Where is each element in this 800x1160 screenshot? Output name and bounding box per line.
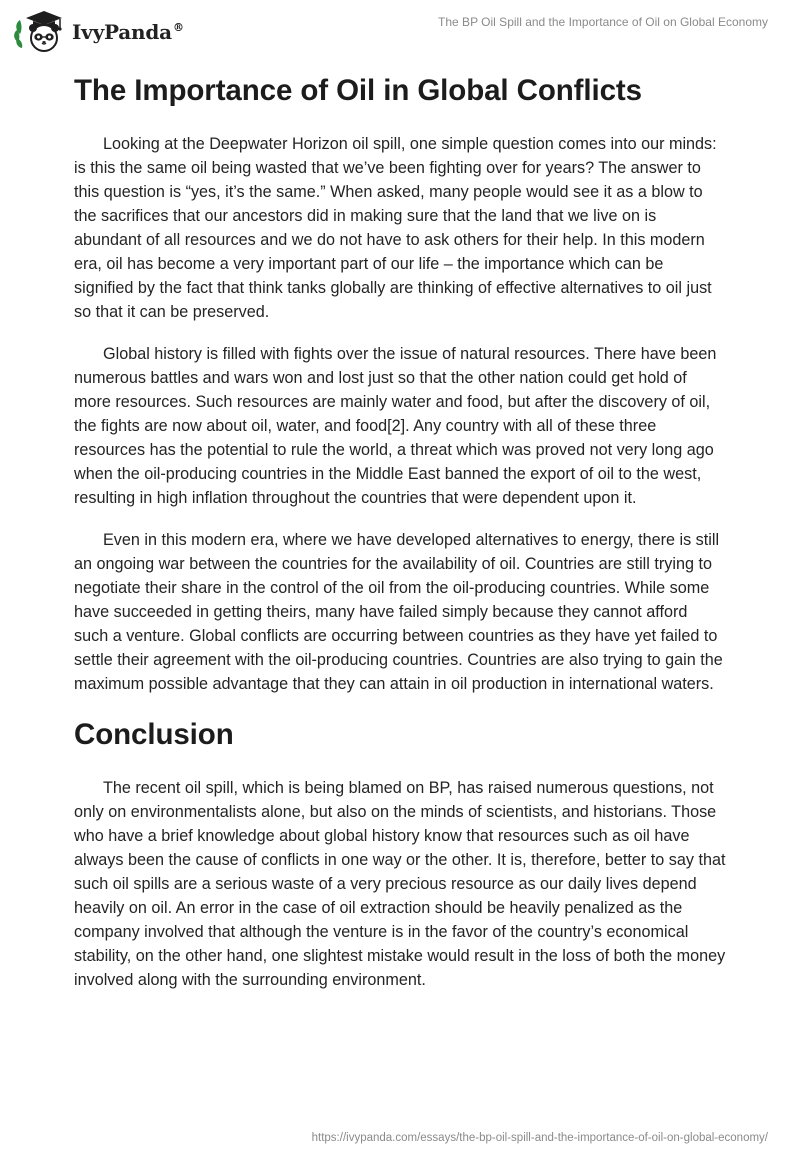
document-title: The BP Oil Spill and the Importance of Oil on Global Economy xyxy=(438,15,768,29)
section-oil-global-conflicts xyxy=(74,70,726,696)
brand-name: IvyPanda® xyxy=(72,20,184,44)
paragraph: The recent oil spill, which is being blamed on BP, has raised numerous questions, not only on environmentalists alone, but also on the minds of scientists, and historians. Those who have a brief knowledge about global history know that resources such as oil have always been the cause of conflicts in one way or the other. It is, therefore, better to say that such oil spills are a serious waste of a very precious resource as our daily lives depend heavily on oil. An error in the case of oil extraction should be heavily penalized as the company involved that although the venture is in the favor of the country’s economical stability, on the other hand, one slightest mistake would result in the loss of both the money involved along with the surrounding environment. xyxy=(74,779,726,989)
paragraph: Global history is filled with fights over the issue of natural resources. There have been numerous battles and wars won and lost just so that the other nation could get hold of more resources. Such resources are mainly water and food, but after the discovery of oil, the fights are now about oil, water, and food[2]. Any country with all of these three resources has the potential to rule the world, a threat which was proved not very long ago when the oil-producing countries in the Middle East banned the export of oil to the west, resulting in high inflation throughout the countries that were dependent upon it. xyxy=(74,345,717,507)
paragraph: Looking at the Deepwater Horizon oil spill, one simple question comes into our minds: is this the same oil being wasted that we’ve been fighting over for years? The answer to this question is “yes, it’s the same.” When asked, many people would see it as a blow to the sacrifices that our ancestors did in making sure that the land that we live on is abundant of all resources and we do not have to ask others for their help. In this modern era, oil has become a very important part of our life – the importance which can be signified by the fact that think tanks globally are thinking of effective alternatives to oil just so that it can be preserved. xyxy=(74,135,717,321)
page-header xyxy=(0,0,800,60)
paragraph: Even in this modern era, where we have developed alternatives to energy, there is still an ongoing war between the countries for the availability of oil. Countries are still trying to negotiate their share in the control of the oil from the oil-producing countries. While some have succeeded in getting theirs, many have failed simply because they cannot afford such a venture. Global conflicts are occurring between countries as they have yet failed to settle their agreement with the oil-producing countries. Countries are also trying to gain the maximum possible advantage that they can attain in oil production in international waters. xyxy=(74,531,723,693)
section-heading: The Importance of Oil in Global Conflicts xyxy=(74,74,642,107)
section-conclusion xyxy=(74,714,726,992)
panda-graduate-icon xyxy=(14,8,66,54)
section-heading: Conclusion xyxy=(74,718,234,751)
ivypanda-logo[interactable] xyxy=(14,8,184,54)
essay-content xyxy=(74,70,726,1010)
source-url[interactable]: https://ivypanda.com/essays/the-bp-oil-spill-and-the-importance-of-oil-on-global-economy/ xyxy=(311,1132,768,1144)
registered-mark: ® xyxy=(172,21,184,35)
